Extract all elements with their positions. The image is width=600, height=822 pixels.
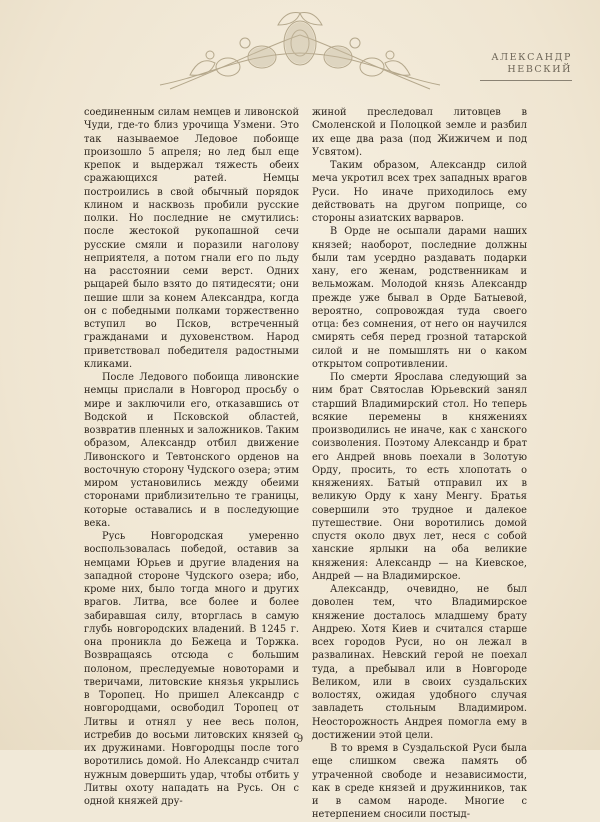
- left-text-column: [84, 106, 299, 808]
- page-number: 9: [296, 734, 304, 745]
- paragraph: По смерти Ярослава следующий за ним брат Святослав Юрьевский занял старший Владимирский стол. Но теперь всякие перемены в княжениях производились не иначе, как с ханского соизволения. Поэтому Александр и брат его Андрей вновь поехали в Золотую Орду, просить, то есть хлопотать о княжениях. Батый отправил их в великую Орду к хану Менгу. Братья совершили это трудное и далекое путешествие. Они воротились домой спустя около двух лет, неся с собой ханские ярлыки на оба великие княжения: Александр — на Киевское, Андрей — на Владимирское.: [312, 372, 527, 582]
- paragraph: После Ледового побоища ливонские немцы прислали в Новгород просьбу о мире и заключили его, отказавшись от Водской и Псковской областей, возвратив пленных и заложников. Таким образом, Александр отбил движение Ливонского и Тевтонского орденов на восточную сторону Чудского озера; этим миром установились между обеими сторонами приблизительно те границы, которые оставались и в последующие века.: [84, 372, 299, 529]
- paragraph: В то время в Суздальской Руси была еще слишком свежа память об утраченной свободе и независимости, как в среде князей и дружинников, так и в самом народе. Многие с нетерпением сносили постыд-: [312, 743, 527, 821]
- paragraph: Таким образом, Александр силой меча укротил всех трех западных врагов Руси. Но иначе приходилось ему действовать на другом поприще, со стороны азиатских варваров.: [312, 160, 527, 224]
- right-text-column: [312, 106, 527, 822]
- paragraph: Русь Новгородская умеренно воспользовалась победой, оставив за немцами Юрьев и другие владения на западной стороне Чудского озера; ибо, кроме них, было тогда много и других врагов. Литва, все более и более забиравшая силу, вторглась в самую глубь новгородских владений. В 1245 г. она проникла до Бежеца и Торжка. Возвращаясь отсюда с большим полоном, преследуемые новоторами и тверичами, литовские князья укрылись в Торопец. Но пришел Александр с новгородцами, освободил Торопец от Литвы и отнял у нее весь полон, истребив до восьми литовских князей с их дружинами. Новгородцы после того воротились домой. Но Александр считал нужным довершить удар, чтобы отбить у Литвы охоту нападать на Русь. Он с одной княжей дру-: [84, 531, 299, 807]
- floral-ornament: [150, 5, 450, 93]
- paragraph: соединенным силам немцев и ливонской Чуди, где-то близ урочища Узмени. Это так называемое Ледовое побоище произошло 5 апреля; но лед был еще крепок и выдержал тяжесть обеих сражающихся ратей. Немцы построились в свой обычный порядок клином и насквозь пробили русские полки. Но последние не смутились: после жестокой рукопашной сечи русские смяли и поразили наголову неприятеля, а потом гнали его по льду на расстоянии семи верст. Одних рыцарей было взято до пятидесяти; они пешие шли за конем Александра, когда он с победными полками торжественно вступил во Псков, встреченный гражданами и духовенством. Народ приветствовал победителя радостными кликами.: [84, 107, 299, 370]
- paragraph: В Орде не осыпали дарами наших князей; наоборот, последние должны были там усердно раздавать подарки хану, его женам, родственникам и вельможам. Молодой князь Александр прежде уже бывал в Орде Батыевой, вероятно, сопровождая туда своего отца: без сомнения, от него он научился смирять себя перед грозной татарской силой и не помышлять ни о каком открытом сопротивлении.: [312, 226, 527, 370]
- paragraph: Александр, очевидно, не был доволен тем, что Владимирское княжение досталось младшему брату Андрею. Хотя Киев и считался старше всех городов Руси, но он лежал в развалинах. Невский герой не поехал туда, а пребывал или в Новгороде Великом, или в своих суздальских волостях, ожидая удобного случая завладеть стольным Владимиром. Неосторожность Андрея помогла ему в достижении этой цели.: [312, 584, 527, 741]
- header-title-line-2: НЕВСКИЙ: [507, 64, 572, 75]
- running-header: [480, 52, 572, 81]
- paragraph: жиной преследовал литовцев в Смоленской и Полоцкой земле и разбил их еще два раза (под Жижичем и под Усвятом).: [312, 107, 527, 158]
- header-title-line-1: АЛЕКСАНДР: [491, 52, 572, 63]
- header-rule: [480, 80, 572, 81]
